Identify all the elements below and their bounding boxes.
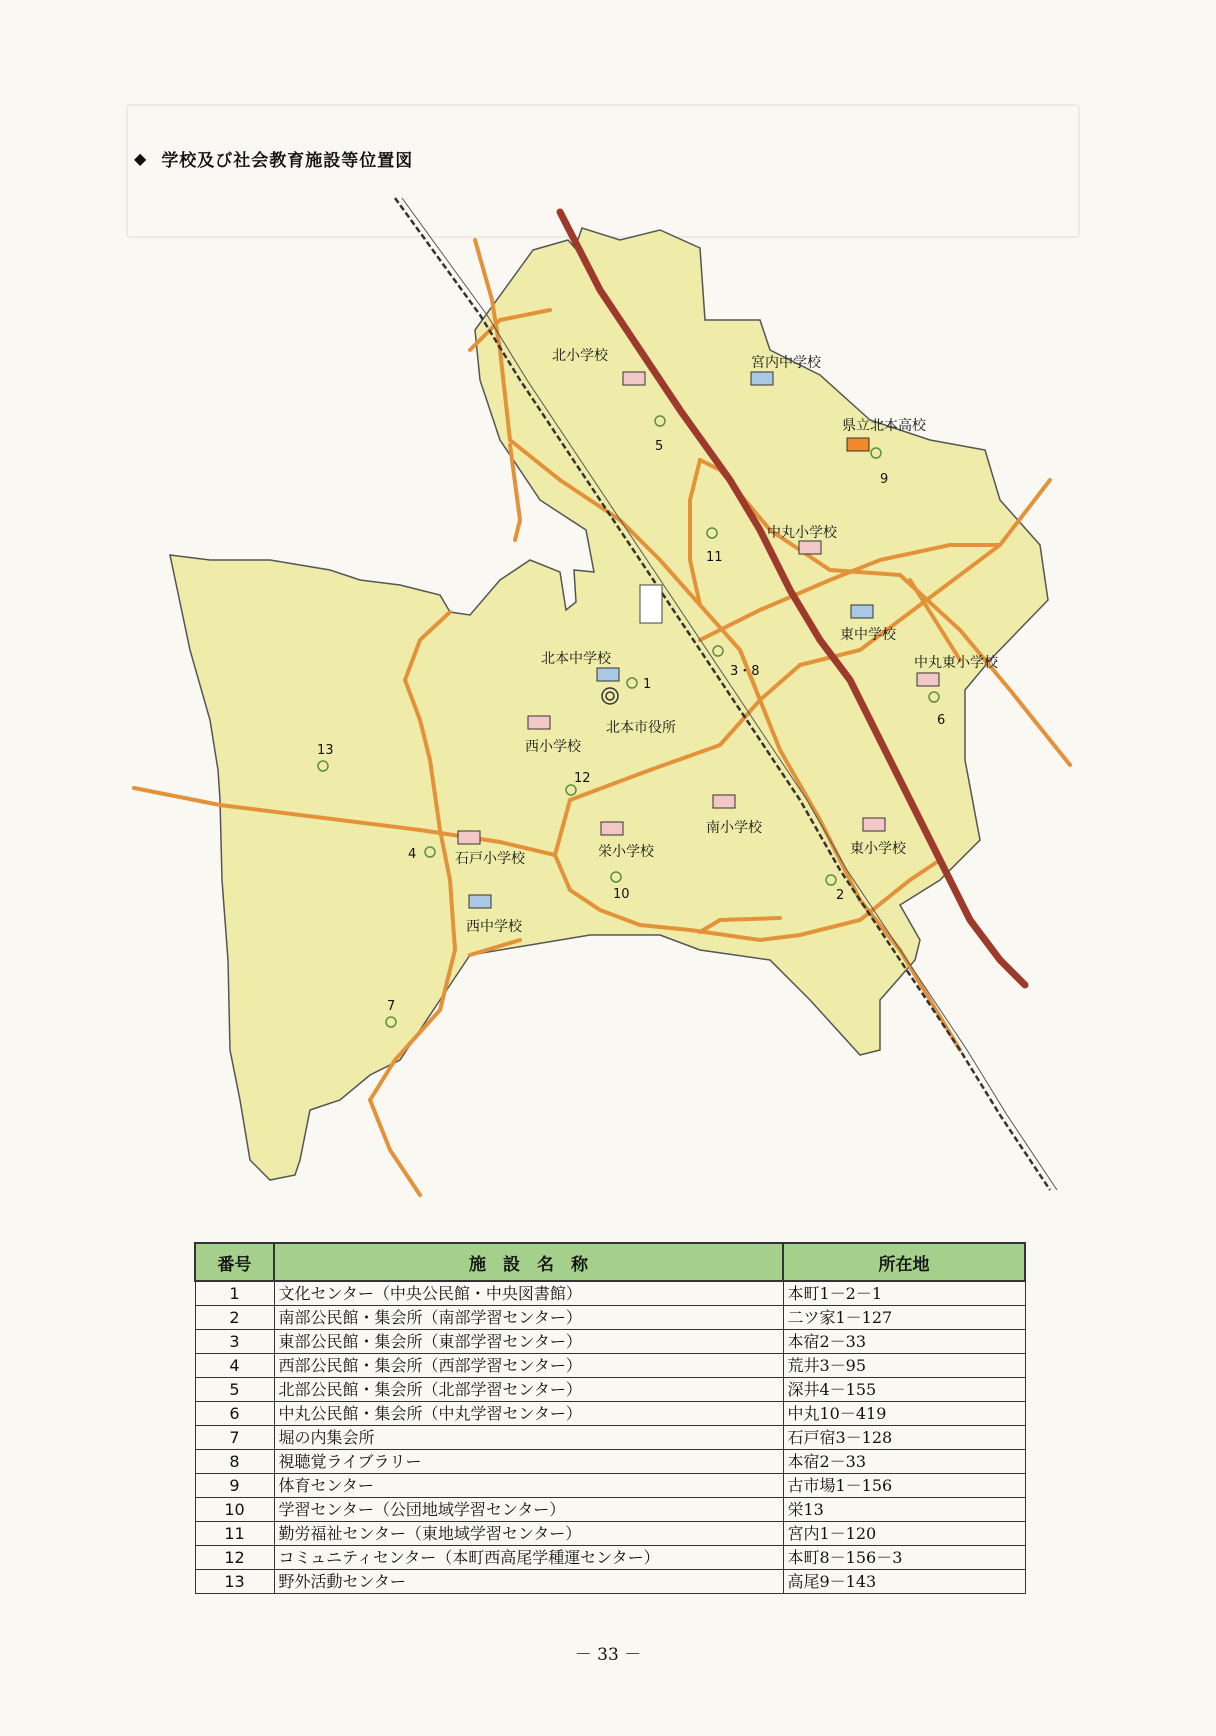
- row-name: 中丸公民館・集会所（中丸学習センター）: [274, 1402, 783, 1426]
- table-row: [195, 1474, 1025, 1498]
- row-number: 1: [195, 1281, 274, 1306]
- number-label-4: 4: [408, 847, 417, 862]
- label-miyauchi-chu: 宮内中学校: [751, 355, 821, 371]
- row-location: 深井4－155: [783, 1378, 1025, 1402]
- label-nishi-sho: 西小学校: [525, 739, 581, 755]
- row-number: 8: [195, 1450, 274, 1474]
- row-name: 東部公民館・集会所（東部学習センター）: [274, 1330, 783, 1354]
- row-location: 荒井3－95: [783, 1354, 1025, 1378]
- row-location: 本宿2－33: [783, 1330, 1025, 1354]
- school-marker-kitamoto-chu: [597, 668, 619, 681]
- label-ishido-sho: 石戸小学校: [455, 851, 525, 867]
- row-name: 体育センター: [274, 1474, 783, 1498]
- row-number: 2: [195, 1306, 274, 1330]
- number-label-2: 2: [836, 888, 845, 903]
- table-row: [195, 1306, 1025, 1330]
- row-name: 文化センター（中央公民館・中央図書館）: [274, 1281, 783, 1306]
- table-row: [195, 1330, 1025, 1354]
- row-number: 6: [195, 1402, 274, 1426]
- school-marker-higashi-chu: [851, 605, 873, 618]
- table-row: [195, 1426, 1025, 1450]
- row-name: 視聴覚ライブラリー: [274, 1450, 783, 1474]
- header-location: 所在地: [783, 1243, 1025, 1281]
- row-name: 学習センター（公団地域学習センター）: [274, 1498, 783, 1522]
- number-label-9: 9: [880, 472, 889, 487]
- header-name: 施 設 名 称: [274, 1243, 783, 1281]
- row-location: 本町8－156－3: [783, 1546, 1025, 1570]
- label-nishi-chu: 西中学校: [466, 919, 522, 935]
- row-location: 中丸10－419: [783, 1402, 1025, 1426]
- table-row: [195, 1546, 1025, 1570]
- school-marker-minami-sho: [713, 795, 735, 808]
- row-name: 南部公民館・集会所（南部学習センター）: [274, 1306, 783, 1330]
- table-row: [195, 1281, 1025, 1306]
- school-marker-nakamaru-higashi-sho: [917, 673, 939, 686]
- facility-table: [194, 1242, 1026, 1594]
- table-header-row: [195, 1243, 1025, 1281]
- row-number: 4: [195, 1354, 274, 1378]
- row-location: 二ツ家1－127: [783, 1306, 1025, 1330]
- row-number: 11: [195, 1522, 274, 1546]
- row-location: 古市場1－156: [783, 1474, 1025, 1498]
- row-number: 7: [195, 1426, 274, 1450]
- number-label-1: 1: [643, 677, 652, 692]
- row-name: 北部公民館・集会所（北部学習センター）: [274, 1378, 783, 1402]
- row-number: 3: [195, 1330, 274, 1354]
- road: [370, 1100, 420, 1195]
- label-minami-sho: 南小学校: [706, 820, 762, 836]
- label-kenritsu-kitamoto-ko: 県立北本高校: [842, 418, 926, 434]
- school-marker-nakamaru-sho: [799, 541, 821, 554]
- row-number: 5: [195, 1378, 274, 1402]
- table-row: [195, 1522, 1025, 1546]
- label-city-hall: 北本市役所: [606, 720, 676, 736]
- page-number: － 33 －: [574, 1645, 642, 1665]
- table-row: [195, 1378, 1025, 1402]
- school-marker-nishi-sho: [528, 716, 550, 729]
- number-label-12: 12: [574, 771, 591, 786]
- station-building: [640, 585, 662, 623]
- row-location: 本町1－2－1: [783, 1281, 1025, 1306]
- number-label-13: 13: [317, 743, 334, 758]
- school-marker-kita-sho: [623, 372, 645, 385]
- label-sakae-sho: 栄小学校: [598, 844, 654, 860]
- table-row: [195, 1498, 1025, 1522]
- school-marker-nishi-chu: [469, 895, 491, 908]
- label-nakamaru-higashi-sho: 中丸東小学校: [914, 655, 998, 671]
- row-name: 西部公民館・集会所（西部学習センター）: [274, 1354, 783, 1378]
- row-location: 高尾9－143: [783, 1570, 1025, 1594]
- school-marker-ishido-sho: [458, 831, 480, 844]
- row-name: 勤労福祉センター（東地域学習センター）: [274, 1522, 783, 1546]
- row-name: コミュニティセンター（本町西高尾学種運センター）: [274, 1546, 783, 1570]
- label-kitamoto-chu: 北本中学校: [541, 651, 611, 667]
- table-row: [195, 1402, 1025, 1426]
- row-location: 栄13: [783, 1498, 1025, 1522]
- row-number: 13: [195, 1570, 274, 1594]
- row-name: 野外活動センター: [274, 1570, 783, 1594]
- label-higashi-chu: 東中学校: [840, 627, 896, 643]
- school-marker-kenritsu-kitamoto-ko: [847, 438, 869, 451]
- school-marker-miyauchi-chu: [751, 372, 773, 385]
- table-row: [195, 1354, 1025, 1378]
- number-label-10: 10: [613, 887, 630, 902]
- row-location: 本宿2－33: [783, 1450, 1025, 1474]
- row-number: 10: [195, 1498, 274, 1522]
- page-heading-text: 学校及び社会教育施設等位置図: [161, 151, 414, 171]
- row-location: 石戸宿3－128: [783, 1426, 1025, 1450]
- number-label-7: 7: [387, 999, 396, 1014]
- row-number: 12: [195, 1546, 274, 1570]
- number-label-5: 5: [655, 439, 664, 454]
- diamond-bullet-icon: ◆: [134, 149, 148, 168]
- number-label-11: 11: [706, 550, 723, 565]
- row-name: 堀の内集会所: [274, 1426, 783, 1450]
- school-marker-sakae-sho: [601, 822, 623, 835]
- label-higashi-sho: 東小学校: [850, 841, 906, 857]
- school-marker-higashi-sho: [863, 818, 885, 831]
- number-label-3-8: 3・8: [730, 664, 760, 679]
- row-number: 9: [195, 1474, 274, 1498]
- label-kita-sho: 北小学校: [552, 348, 608, 364]
- number-label-6: 6: [937, 713, 946, 728]
- table-row: [195, 1570, 1025, 1594]
- row-location: 宮内1－120: [783, 1522, 1025, 1546]
- table-row: [195, 1450, 1025, 1474]
- label-nakamaru-sho: 中丸小学校: [767, 525, 837, 541]
- header-number: 番号: [195, 1243, 274, 1281]
